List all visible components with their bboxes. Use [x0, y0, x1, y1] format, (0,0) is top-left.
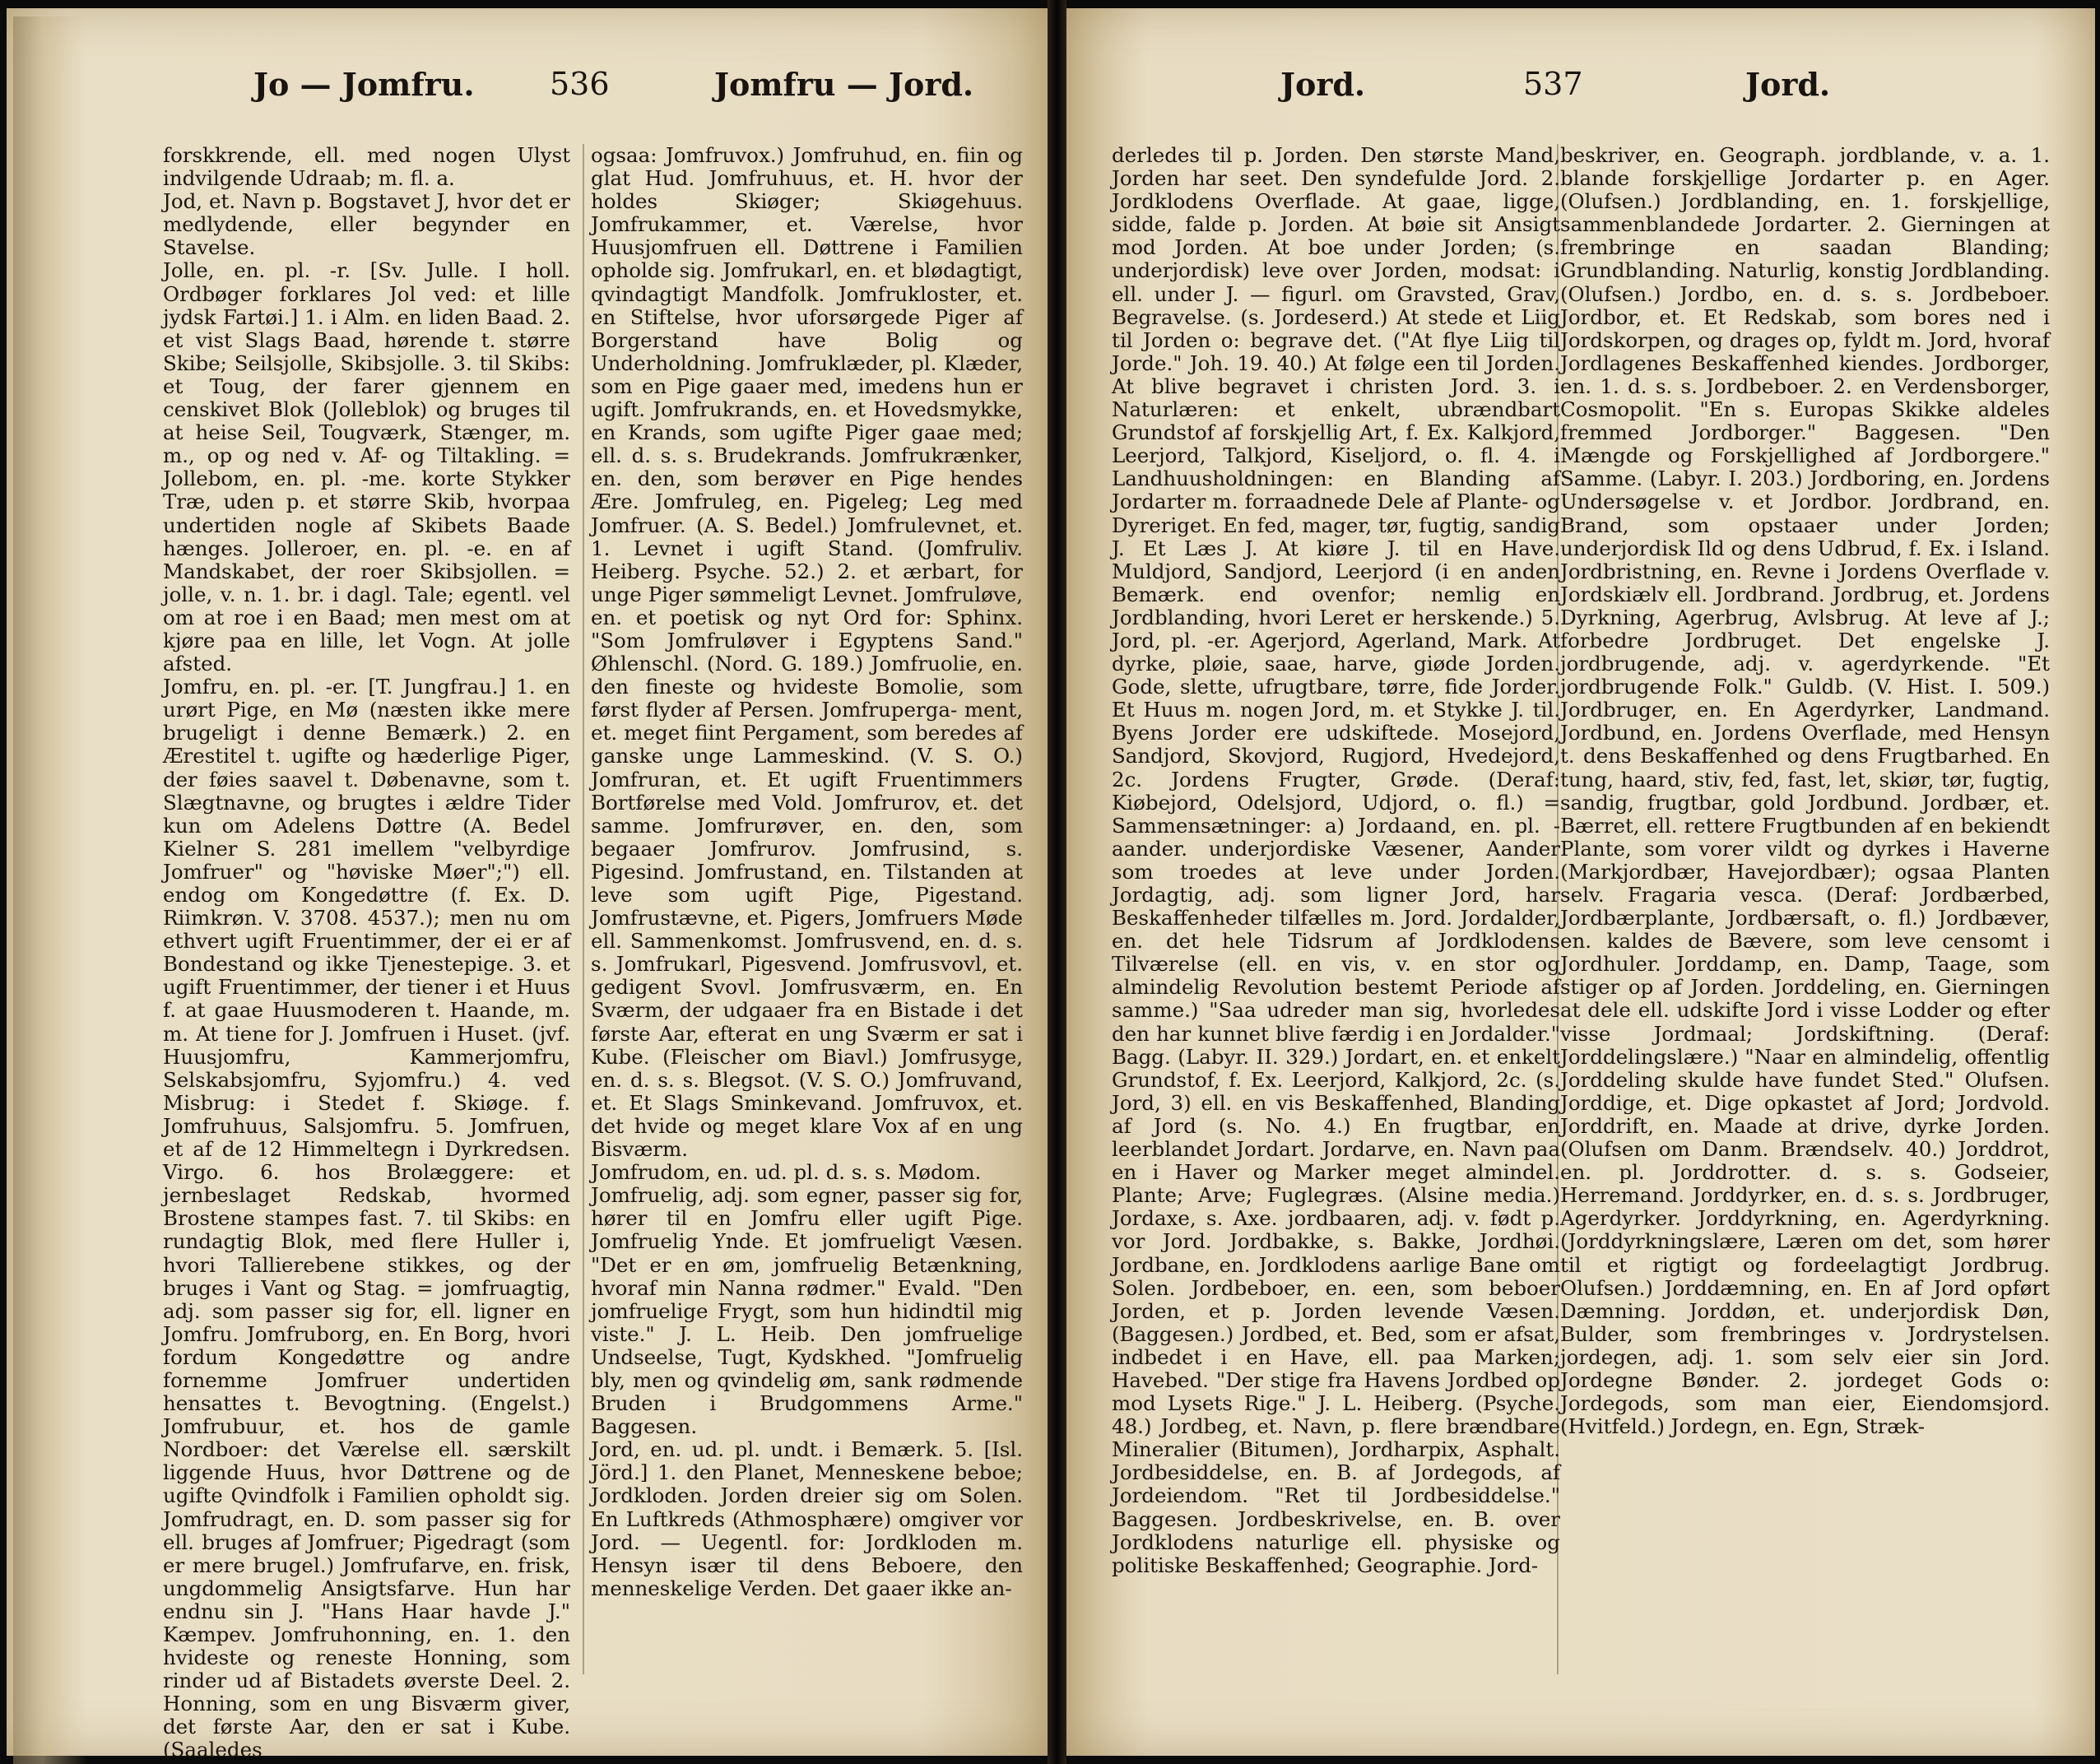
right-page-column-1: derledes til p. Jorden. Den største Mand, Jorden har seet. Den syndefulde Jord. 2. Jordklodens Overflade. At gaae, ligge, sidde, falde p. Jorden. At bøie sit Ansigt mod Jorden. At boe under Jorden; (s. underjordisk) leve over Jorden, modsat: i ell. under J. — figurl. om Gravsted, Grav, Begravelse. (s. Jordeserd.) At stede et Liig til Jorden o: begrave det. ("At flye Liig til Jorde." Joh. 19. 40.) At følge een til Jorden. At blive begravet i christen Jord. 3. i Naturlæren: et enkelt, ubrændbart Grundstof af forskjellig Art, f. Ex. Kalkjord, Leerjord, Talkjord, Kiseljord, o. fl. 4. i Landhuusholdningen: en Blanding af Jordarter m. forraadnede Dele af Plante- og Dyreriget. En fed, mager, tør, fugtig, sandig J. Et Læs J. At kiøre J. til en Have. Muldjord, Sandjord, Leerjord (i en anden Bemærk. end ovenfor; nemlig en Jordblanding, hvori Leret er herskende.) 5. Jord, pl. -er. Agerjord, Agerland, Mark. At dyrke, pløie, saae, harve, giøde Jorden. Gode, slette, ufrugtbare, tørre, fide Jorder. Et Huus m. nogen Jord, m. et Stykke J. til. Byens Jorder ere udskiftede. Mosejord, Sandjord, Skovjord, Rugjord, Hvedejord, 2c. Jordens Frugter, Grøde. (Deraf: Kiøbejord, Odelsjord, Udjord, o. fl.) = Sammensætninger: a) Jordaand, en. pl. -aander. underjordiske Væsener, Aander som troedes at leve under Jorden. Jordagtig, adj. som ligner Jord, har Beskaffenheder tilfælles m. Jord. Jordalder, en. det hele Tidsrum af Jordklodens Tilværelse (ell. en vis, v. en stor og almindelig Revolution bestemt Periode af samme.) "Saa udreder man sig, hvorledes den har kunnet blive færdig i en Jordalder." Bagg. (Labyr. II. 329.) Jordart, en. et enkelt Grundstof, f. Ex. Leerjord, Kalkjord, 2c. (s. Jord, 3) ell. en vis Beskaffenhed, Blanding af Jord (s. No. 4.) En frugtbar, en leerblandet Jordart. Jordarve, en. Navn paa en i Haver og Marker meget almindel. Plante; Arve; Fuglegræs. (Alsine media.) Jordaxe, s. Axe. jordbaaren, adj. v. født p. vor Jord. Jordbakke, s. Bakke, Jordhøi. Jordbane, en. Jordklodens aarlige Bane om Solen. Jordbeboer, en. een, som beboer Jorden, et p. Jorden levende Væsen. (Baggesen.) Jordbed, et. Bed, som er afsat, indbedet i en Have, ell. paa Marken; Havebed. "Der stige fra Havens Jordbed op mod Lysets Rige." J. L. Heiberg. (Psyche. 48.) Jordbeg, et. Navn, p. flere brændbare Mineralier (Bitumen), Jordharpix, Asphalt. Jordbesiddelse, en. B. af Jordegods, af Jordeiendom. "Ret til Jordbesiddelse." Baggesen. Jordbeskrivelse, en. B. over Jordklodens naturlige ell. physiske og politiske Beskaffenhed; Geographie. Jord- — [1112, 143, 1560, 1577]
left-page-header — [7, 66, 1048, 132]
running-head-left: Jord. — [1280, 66, 1366, 103]
running-head-right: Jord. — [1745, 66, 1831, 103]
running-head-right: Jomfru — Jord. — [714, 66, 974, 103]
running-head-left: Jo — Jomfru. — [253, 66, 475, 103]
column-rule — [1557, 144, 1559, 1674]
page-number: 536 — [550, 66, 610, 102]
right-page — [1066, 8, 2095, 1756]
right-page-header — [1066, 66, 2095, 132]
right-page-column-2: beskriver, en. Geograph. jordblande, v. a. 1. blande forskjellige Jordarter p. en Ager. (Olufsen.) Jordblanding, en. 1. forskjellige, sammenblandede Jordarter. 2. Gierningen at frembringe en saadan Blanding; Grundblanding. Naturlig, konstig Jordblanding. (Olufsen.) Jordbo, en. d. s. s. Jordbeboer. Jordbor, et. Et Redskab, som bores ned i Jordskorpen, og drages op, fyldt m. Jord, hvoraf Jordlagenes Beskaffenhed kiendes. Jordborger, en. 1. d. s. s. Jordbeboer. 2. en Verdensborger, Cosmopolit. "En s. Europas Skikke aldeles fremmed Jordborger." Baggesen. "Den Mængde og Forskjellighed af Jordborgere." Samme. (Labyr. I. 203.) Jordboring, en. Jordens Undersøgelse v. et Jordbor. Jordbrand, en. Brand, som opstaaer under Jorden; underjordisk Ild og dens Udbrud, f. Ex. i Island. Jordbristning, en. Revne i Jordens Overflade v. Jordskiælv ell. Jordbrand. Jordbrug, et. Jordens Dyrkning, Agerbrug, Avlsbrug. At leve af J.; forbedre Jordbruget. Det engelske J. jordbrugende, adj. v. agerdyrkende. "Et jordbrugende Folk." Guldb. (V. Hist. I. 509.) Jordbruger, en. En Agerdyrker, Landmand. Jordbund, en. Jordens Overflade, med Hensyn t. dens Beskaffenhed og dens Frugtbarhed. En tung, haard, stiv, fed, fast, let, skiør, tør, fugtig, sandig, frugtbar, gold Jordbund. Jordbær, et. Bærret, ell. rettere Frugtbunden af en bekiendt Plante, som vorer vildt og dyrkes i Haverne (Markjordbær, Havejordbær); ogsaa Planten selv. Fragaria vesca. (Deraf: Jordbærbed, Jordbærplante, Jordbærsaft, o. fl.) Jordbæver, en. kaldes de Bævere, som leve censomt i Jordhuler. Jorddamp, en. Damp, Taage, som stiger op af Jorden. Jorddeling, en. Gierningen at dele ell. udskifte Jord i visse Lodder og efter visse Jordmaal; Jordskiftning. (Deraf: Jorddelingslære.) "Naar en almindelig, offentlig Jorddeling skulde have fundet Sted." Olufsen. Jorddige, et. Dige opkastet af Jord; Jordvold. Jorddrift, en. Maade at drive, dyrke Jorden. (Olufsen om Danm. Brændselv. 40.) Jorddrot, en. pl. Jorddrotter. d. s. s. Godseier, Herremand. Jorddyrker, en. d. s. s. Jordbruger, Agerdyrker. Jorddyrkning, en. Agerdyrkning. (Jorddyrkningslære, Læren om det, som hører til et rigtigt og fordeelagtigt Jordbrug. Olufsen.) Jorddæmning, en. En af Jord opført Dæmning. Jorddøn, et. underjordisk Døn, Bulder, som frembringes v. Jordrystelsen. jordegen, adj. 1. som selv eier sin Jord. Jordegne Bønder. 2. jordeget Gods o: Jordegods, som man eier, Eiendomsjord. (Hvitfeld.) Jordegn, en. Egn, Stræk- — [1560, 143, 2050, 1439]
page-number: 537 — [1523, 66, 1583, 102]
book-gutter — [1048, 0, 1066, 1764]
column-rule — [583, 144, 584, 1674]
spine-shadow — [13, 16, 87, 1764]
left-page — [7, 8, 1048, 1762]
left-page-column-1: forskkrende, ell. med nogen Ulyst indvilgende Udraab; m. fl. a. Jod, et. Navn p. Bogstavet J, hvor det er medlydende, eller begynder en Stavelse. Jolle, en. pl. -r. [Sv. Julle. I holl. Ordbøger forklares Jol ved: et lille jydsk Fartøi.] 1. i Alm. en liden Baad. 2. et vist Slags Baad, hørende t. større Skibe; Seilsjolle, Skibsjolle. 3. til Skibs: et Toug, der farer gjennem en censkivet Blok (Jolleblok) og bruges til at heise Seil, Tougværk, Stænger, m. m., op og ned v. Af- og Tiltakling. = Jollebom, en. pl. -me. korte Stykker Træ, uden p. et større Skib, hvorpaa undertiden nogle af Skibets Baade hænges. Jolleroer, en. pl. -e. en af Mandskabet, der roer Skibsjollen. = jolle, v. n. 1. br. i dagl. Tale; egentl. vel om at roe i en Baad; men mest om at kjøre paa en lille, let Vogn. At jolle afsted. Jomfru, en. pl. -er. [T. Jungfrau.] 1. en urørt Pige, en Mø (næsten ikke mere brugeligt i denne Bemærk.) 2. en Ærestitel t. ugifte og hæderlige Piger, der føies saavel t. Døbenavne, som t. Slægtnavne, og brugtes i ældre Tider kun om Adelens Døttre (A. Bedel Kielner S. 281 imellem "velbyrdige Jomfruer" og "høviske Møer";") ell. endog om Kongedøttre (f. Ex. D. Riimkrøn. V. 3708. 4537.); men nu om ethvert ugift Fruentimmer, der ei er af Bondestand og ikke Tjenestepige. 3. et ugift Fruentimmer, der tiener i et Huus f. at gaae Huusmoderen t. Haande, m. m. At tiene for J. Jomfruen i Huset. (jvf. Huusjomfru, Kammerjomfru, Selskabsjomfru, Syjomfru.) 4. ved Misbrug: i Stedet f. Skiøge. f. Jomfruhuus, Salsjomfru. 5. Jomfruen, et af de 12 Himmeltegn i Dyrkredsen. Virgo. 6. hos Brolæggere: et jernbeslaget Redskab, hvormed Brostene stampes fast. 7. til Skibs: en rundagtig Blok, med flere Huller i, hvori Tallierebene stikkes, og der bruges i Vant og Stag. = jomfruagtig, adj. som passer sig for, ell. ligner en Jomfru. Jomfruborg, en. En Borg, hvori fordum Kongedøttre og andre fornemme Jomfruer undertiden hensattes t. Bevogtning. (Engelst.) Jomfrubuur, et. hos de gamle Nordboer: det Værelse ell. særskilt liggende Huus, hvor Døttrene og de ugifte Qvindfolk i Familien opholdt sig. Jomfrudragt, en. D. som passer sig for ell. bruges af Jomfruer; Pigedragt (som er mere brugel.) Jomfrufarve, en. frisk, ungdommelig Ansigtsfarve. Hun har endnu sin J. "Hans Haar havde J." Kæmpev. Jomfruhonning, en. 1. den hvideste og reneste Honning, som rinder ud af Bistadets øverste Deel. 2. Honning, som en ung Bisværm giver, det første Aar, den er sat i Kube. (Saaledes — [163, 143, 570, 1762]
left-page-column-2: ogsaa: Jomfruvox.) Jomfruhud, en. fiin og glat Hud. Jomfruhuus, et. H. hvor der holdes Skiøger; Skiøgehuus. Jomfrukammer, et. Værelse, hvor Huusjomfruen ell. Døttrene i Familien opholde sig. Jomfrukarl, en. et blødagtigt, qvindagtigt Mandfolk. Jomfrukloster, et. en Stiftelse, hvor uforsørgede Piger af Borgerstand have Bolig og Underholdning. Jomfruklæder, pl. Klæder, som en Pige gaaer med, imedens hun er ugift. Jomfrukrands, en. et Hovedsmykke, en Krands, som ugifte Piger gaae med; ell. d. s. s. Brudekrands. Jomfrukrænker, en. den, som berøver en Pige hendes Ære. Jomfruleg, en. Pigeleg; Leg med Jomfruer. (A. S. Bedel.) Jomfrulevnet, et. 1. Levnet i ugift Stand. (Jomfruliv. Heiberg. Psyche. 52.) 2. et ærbart, for unge Piger sømmeligt Levnet. Jomfruløve, en. et poetisk og nyt Ord for: Sphinx. "Som Jomfruløver i Egyptens Sand." Øhlenschl. (Nord. G. 189.) Jomfruolie, en. den fineste og hvideste Bomolie, som først flyder af Persen. Jomfruperga- ment, et. meget fiint Pergament, som beredes af ganske unge Lammeskind. (V. S. O.) Jomfruran, et. Et ugift Fruentimmers Bortførelse med Vold. Jomfrurov, et. det samme. Jomfrurøver, en. den, som begaaer Jomfrurov. Jomfrusind, s. Pigesind. Jomfrustand, en. Tilstanden at leve som ugift Pige, Pigestand. Jomfrustævne, et. Pigers, Jomfruers Møde ell. Sammenkomst. Jomfrusvend, en. d. s. s. Jomfrukarl, Pigesvend. Jomfrusvovl, et. gedigent Svovl. Jomfrusværm, en. En Sværm, der udgaaer fra en Bistade i det første Aar, efterat en ung Sværm er sat i Kube. (Fleischer om Biavl.) Jomfrusyge, en. d. s. s. Blegsot. (V. S. O.) Jomfruvand, et. Et Slags Sminkevand. Jomfruvox, et. det hvide og meget klare Vox af en ung Bisværm. Jomfrudom, en. ud. pl. d. s. s. Mødom. Jomfruelig, adj. som egner, passer sig for, hører til en Jomfru eller ugift Pige. Jomfruelig Ynde. Et jomfrueligt Væsen. "Det er en øm, jomfruelig Betænkning, hvoraf min Nanna rødmer." Evald. "Den jomfruelige Frygt, som hun hidindtil mig viste." J. L. Heib. Den jomfruelige Undseelse, Tugt, Kydskhed. "Jomfruelig bly, men og qvindelig øm, sank rødmende Bruden i Brudgommens Arme." Baggesen. Jord, en. ud. pl. undt. i Bemærk. 5. [Isl. Jörd.] 1. den Planet, Menneskene beboe; Jordkloden. Jorden dreier sig om Solen. En Luftkreds (Athmosphære) omgiver vor Jord. — Uegentl. for: Jordkloden m. Hensyn især til dens Beboere, den menneskelige Verden. Det gaaer ikke an- — [591, 143, 1023, 1600]
